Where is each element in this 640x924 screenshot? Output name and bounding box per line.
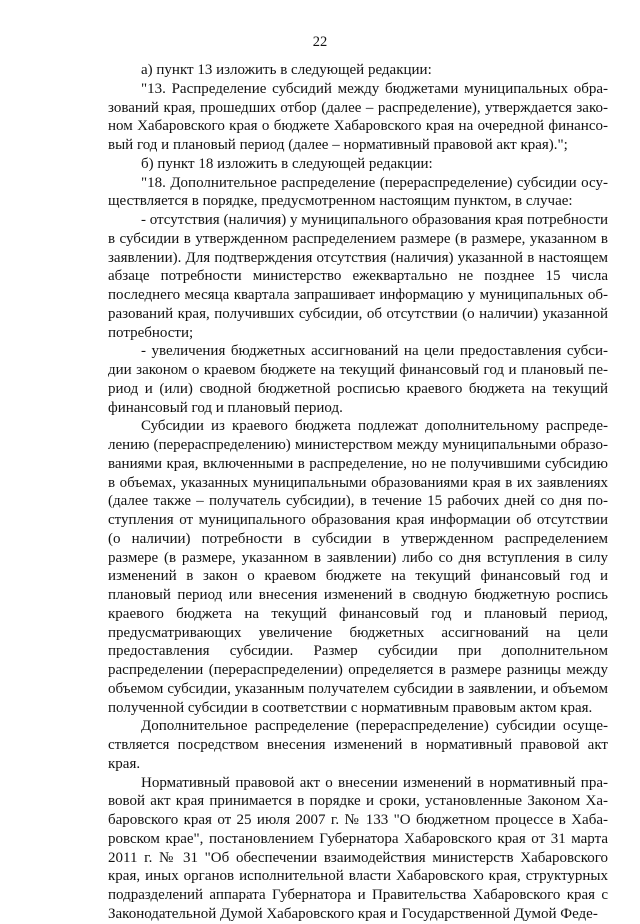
paragraph-bullet-increase: - увеличения бюджетных ассигнований на цели предоставления субсидии законом о краевом бюджете на текущий финансовый год и плановый период и (или) сводной бюджетной росписью краевого бюджета на текущий финансовый год и плановый период. [108,343,608,416]
paragraph-redistribution: Субсидии из краевого бюджета подлежат дополнительному распределению (перераспределению) министерством между муниципальными образованиями края, включенными в распределение, но не получившими субсидию в объемах, указанных муниципальными образованиями края в их заявлениях (далее также – получатель субсидии), в течение 15 рабочих дней со дня поступления от муниципального образования края информации об отсутствии (о наличии) потребности в субсидии в утвержденном распределением размере (в размере, указанном в заявлении) либо со дня вступления в силу изменений в закон о краевом бюджете на текущий финансовый год и плановый период или внесения изменений в сводную бюджетную роспись краевого бюджета на текущий финансовый год и плановый период, предусматривающих увеличение бюджетных ассигнований на цели предоставления субсидии. Размер субсидии при дополнительном распределении (перераспределении) определяется в размере разницы между объемом субсидии, указанным получателем субсидии в заявлении, и объемом полученной субсидии в соответствии с нормативным правовым актом края. [108,418,608,716]
paragraph-bullet-need: - отсутствия (наличия) у муниципального образования края потребности в субсидии в утвержденном распределением размере (в размере, указанном в заявлении). Для подтверждения отсутствия (наличия) указанной в настоящем абзаце потребности министерство ежеквартально не позднее 15 числа последнего месяца квартала запрашивает информацию у муниципальных образований края, получивших субсидии, об отсутствии (о наличии) указанной потребности; [108,212,609,341]
paragraph-item-b: б) пункт 18 изложить в следующей редакции: [141,155,433,172]
paragraph-item-a: а) пункт 13 изложить в следующей редакции: [141,62,432,78]
paragraph-amendments: Дополнительное распределение (перераспределение) субсидии осуществляется посредством внесения изменений в нормативный правовой акт края. [108,718,608,772]
page-number: 22 [312,34,328,50]
paragraph-legal-act: Нормативный правовой акт о внесении изменений в нормативный правовой акт края принимается в порядке и сроки, установленные Законом Хабаровского края от 25 июля 2007 г. № 133 "О бюджетном процессе в Хабаровском крае", постановлением Губернатора Хабаровского края от 31 марта 2011 г. № 31 "Об обеспечении взаимодействия министерств Хабаровского края, иных органов исполнительной власти Хабаровского края, структурных подразделений аппарата Губернатора и Правительства Хабаровского края с Законодательной Думой Хабаровского края и Государственной Думой Феде- [108,774,608,922]
document-body [108,61,608,924]
paragraph-clause-18: "18. Дополнительное распределение (перераспределение) субсидии осуществляется в порядке, предусмотренном настоящим пунктом, в случае: [108,174,608,210]
paragraph-clause-13: "13. Распределение субсидий между бюджетами муниципальных образований края, прошедших отбор (далее – распределение), утверждается законом Хабаровского края о бюджете Хабаровского края на очередной финансовый год и плановый период (далее – нормативный правовой акт края)."; [108,80,608,153]
